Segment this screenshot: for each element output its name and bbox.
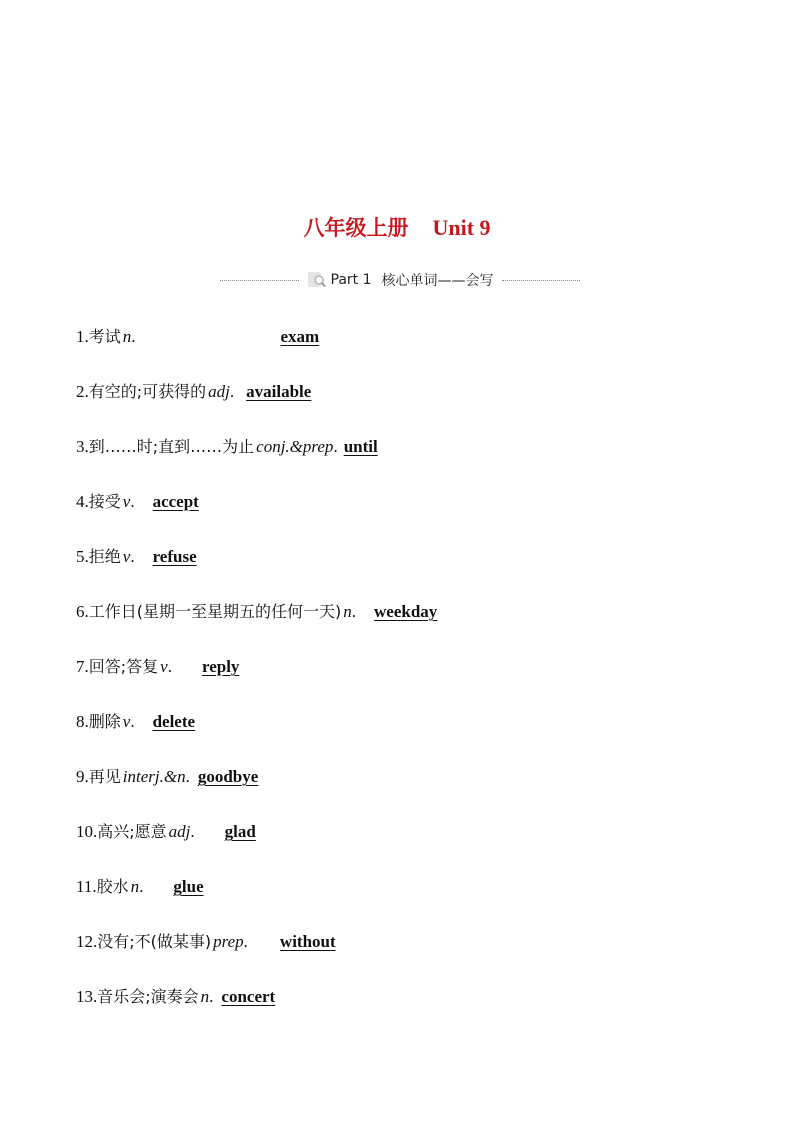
part-of-speech: v [122,492,131,511]
item-number: 8. [76,712,89,731]
part-of-speech: conj.&prep [256,437,334,456]
item-number: 7. [76,657,89,676]
part-of-speech: prep [213,932,244,951]
title-grade: 八年级上册 [303,216,409,240]
answer-word: goodbye [197,767,259,786]
vocab-item: 2. 有空的;可获得的 adj . available [76,377,716,432]
part-of-speech: n [130,877,140,896]
answer-word: glad [224,822,256,841]
vocab-item: 5. 拒绝 v . refuse [76,542,716,597]
item-number: 5. [76,547,89,566]
item-number: 10. [76,822,98,841]
part-of-speech: n [343,602,352,621]
divider-left [220,280,299,281]
answer-word: concert [221,987,276,1006]
part-of-speech: v [122,547,131,566]
vocab-item: 7. 回答;答复 v . reply [76,652,716,707]
answer-word: exam [280,327,320,346]
chinese-definition: 回答;答复 [88,657,159,676]
part-of-speech: adj [168,822,191,841]
item-number: 11. [76,877,97,896]
vocab-item: 4. 接受 v . accept [76,487,716,542]
vocab-item: 10. 高兴;愿意 adj . glad [76,817,716,872]
chinese-definition: 音乐会;演奏会 [97,987,199,1006]
chinese-definition: 工作日(星期一至星期五的任何一天) [88,602,342,621]
item-number: 12. [76,932,98,951]
part-of-speech: v [160,657,168,676]
chinese-definition: 没有;不(做某事) [97,932,212,951]
vocab-item: 1. 考试 n . exam [76,322,716,377]
vocab-item: 9. 再见 interj.&n . goodbye [76,762,716,817]
chinese-definition: 高兴;愿意 [97,822,167,841]
vocab-item: 13. 音乐会;演奏会 n . concert [76,982,716,1037]
vocab-item: 11. 胶水 n . glue [76,872,716,927]
part-label: Part 1 [330,272,372,288]
answer-word: weekday [374,602,438,621]
item-number: 1. [76,327,89,346]
vocabulary-list [76,322,716,1037]
vocab-item: 6. 工作日(星期一至星期五的任何一天) n . weekday [76,597,716,652]
chinese-definition: 拒绝 [88,547,121,566]
answer-word: refuse [152,547,197,566]
chinese-definition: 到……时;直到……为止 [88,437,255,456]
item-number: 6. [76,602,89,621]
part-of-speech: n [122,327,132,346]
chinese-definition: 胶水 [96,877,129,896]
chinese-definition: 删除 [88,712,121,731]
vocab-item: 12. 没有;不(做某事) prep . without [76,927,716,982]
page-title [0,210,794,246]
part-header [220,268,580,292]
item-number: 3. [76,437,89,456]
answer-word: available [246,382,312,401]
answer-word: reply [201,657,240,676]
part-title: 核心单词——会写 [381,273,494,289]
chinese-definition: 接受 [88,492,121,511]
title-unit: Unit 9 [432,215,491,240]
item-number: 2. [76,382,89,401]
chinese-definition: 有空的;可获得的 [88,382,207,401]
vocab-item: 8. 删除 v . delete [76,707,716,762]
answer-word: accept [152,492,199,511]
item-number: 13. [76,987,98,1006]
answer-word: delete [152,712,196,731]
chinese-definition: 考试 [88,327,121,346]
item-number: 9. [76,767,89,786]
part-heading [307,270,494,290]
part-of-speech: interj.&n [122,767,186,786]
answer-word: glue [173,877,204,896]
magnifier-icon [307,270,327,290]
answer-word: until [343,437,378,456]
chinese-definition: 再见 [88,767,121,786]
part-of-speech: adj [208,382,230,401]
divider-right [502,280,581,281]
part-of-speech: v [122,712,131,731]
answer-word: without [279,932,336,951]
part-of-speech: n [200,987,210,1006]
vocab-item: 3. 到……时;直到……为止 conj.&prep . until [76,432,716,487]
item-number: 4. [76,492,89,511]
